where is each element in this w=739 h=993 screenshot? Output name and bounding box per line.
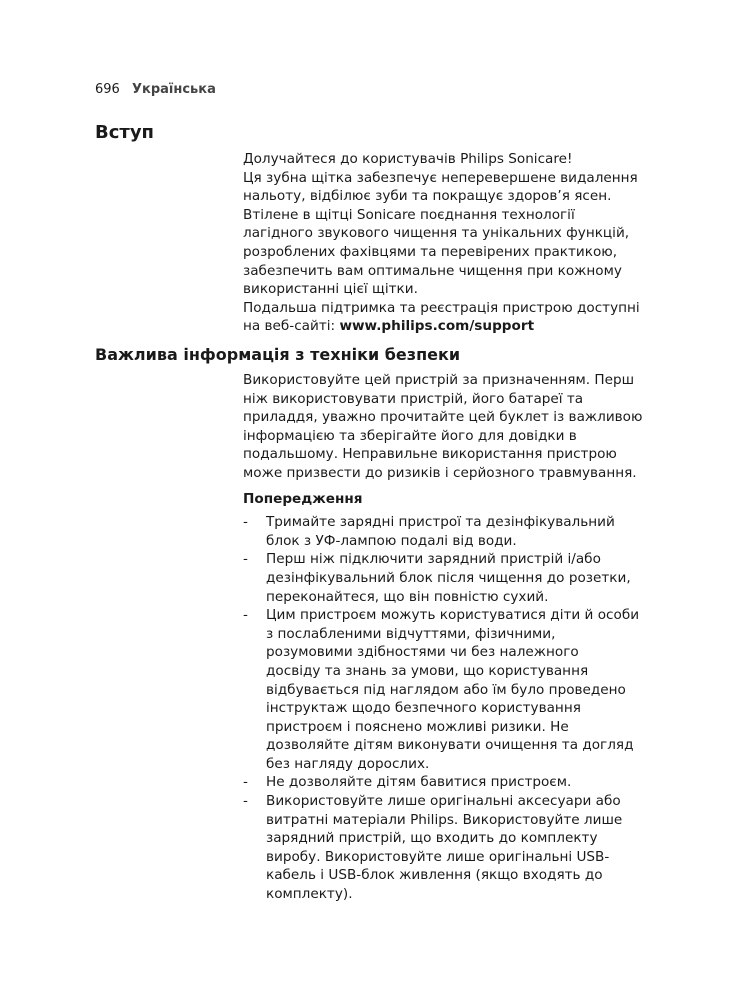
page-header	[95, 82, 216, 97]
warning-item	[243, 606, 653, 773]
bullet-dash: -	[243, 774, 248, 791]
warning-item	[243, 513, 653, 550]
intro-paragraph: Долучайтеся до користувачів Philips Sonicare! Ця зубна щітка забезпечує неперевершене видалення нальоту, відбілює зуби та покращує здоров’я ясен. Втілене в щітці Sonicare поєднання технології лагідного звукового чищення та унікальних функцій, розроблених фахівцями та перевірених практикою, забезпечить вам оптимальне чищення при кожному використанні цієї щітки.	[243, 151, 638, 298]
warning-item	[243, 792, 653, 904]
warning-text: Перш ніж підключити зарядний пристрій і/або дезінфікувальний блок після чищення до розетки, переконайтеся, що він повністю сухий.	[266, 551, 631, 605]
bullet-dash: -	[243, 607, 248, 624]
warning-text: Використовуйте лише оригінальні аксесуари або витратні матеріали Philips. Використовуйте лише зарядний пристрій, що входить до комплекту виробу. Використовуйте лише оригінальні USB- кабель і USB-блок живлення (якщо входять до комплекту).	[266, 793, 623, 903]
bullet-dash: -	[243, 514, 248, 531]
warning-item	[243, 773, 653, 792]
page-language: Українська	[131, 82, 216, 97]
safety-intro: Використовуйте цей пристрій за призначенням. Перш ніж використовувати пристрій, його батареї та приладдя, уважно прочитайте цей буклет із важливою інформацією та зберігайте його для довідки в подальшому. Неправильне використання пристрою може призвести до ризиків і серйозного травмування.	[243, 372, 643, 481]
section-title-intro: Вступ	[95, 122, 154, 143]
section-title-safety: Важлива інформація з техніки безпеки	[95, 345, 461, 364]
warning-text: Не дозволяйте дітям бавитися пристроєм.	[266, 774, 572, 791]
intro-body	[243, 150, 653, 336]
support-text: Подальша підтримка та реєстрація пристрою доступні на веб-сайті:	[243, 299, 640, 335]
page-number: 696	[95, 82, 120, 97]
warnings-list	[243, 513, 653, 903]
warnings-heading: Попередження	[243, 490, 363, 507]
warning-text: Тримайте зарядні пристрої та дезінфікувальний блок з УФ-лампою подалі від води.	[266, 514, 615, 549]
warning-item	[243, 550, 653, 606]
bullet-dash: -	[243, 793, 248, 810]
safety-body	[243, 371, 653, 904]
support-paragraph	[243, 299, 653, 336]
bullet-dash: -	[243, 551, 248, 568]
warning-text: Цим пристроєм можуть користуватися діти й особи з послабленими відчуттями, фізичними, розумовими здібностями чи без належного досвіду та знань за умови, що користування відбувається під наглядом або їм було проведено інструктаж щодо безпечного користування пристроєм і пояснено можливі ризики. Не дозволяйте дітям виконувати очищення та догляд без нагляду дорослих.	[266, 607, 640, 772]
support-url: www.philips.com/support	[339, 318, 535, 335]
